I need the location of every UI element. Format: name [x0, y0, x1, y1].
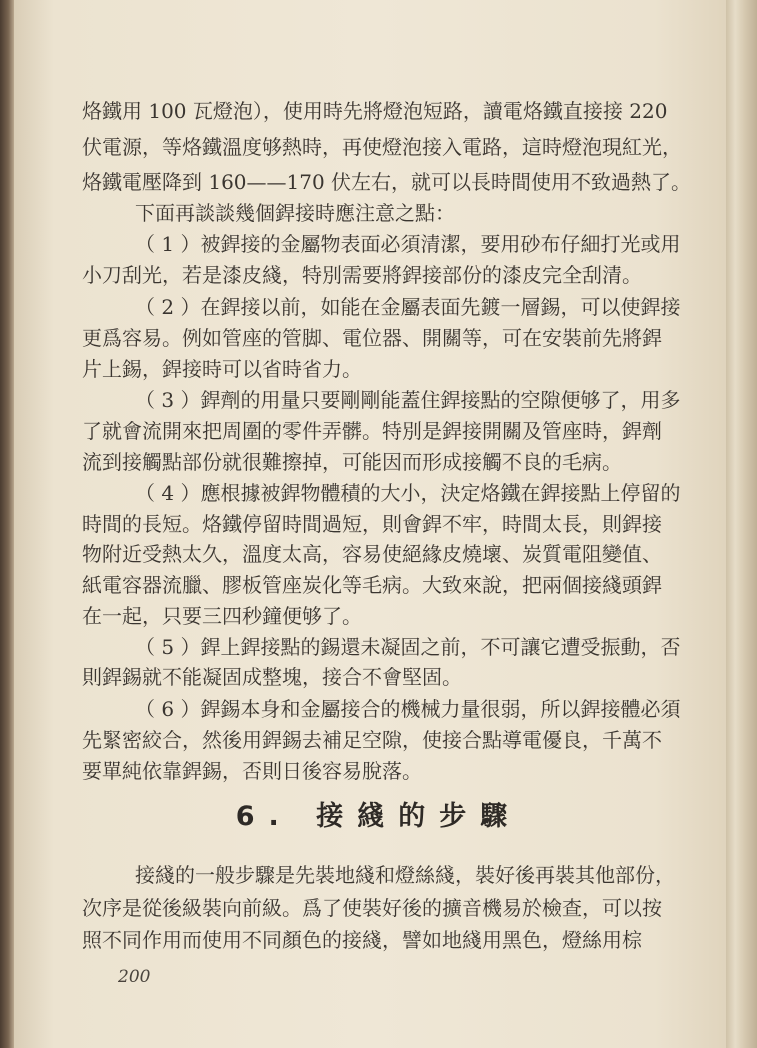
text-line: 接綫的一般步驟是先裝地綫和燈絲綫，裝好後再裝其他部份， — [135, 863, 675, 887]
text-line: （ 4 ）應根據被銲物體積的大小，決定烙鐵在銲接點上停留的 — [135, 481, 681, 505]
text-line: 更爲容易。例如管座的管脚、電位器、開關等，可在安裝前先將銲 — [82, 326, 662, 350]
page-number: 200 — [118, 967, 151, 987]
text-line: 在一起，只要三四秒鐘便够了。 — [82, 604, 362, 628]
text-line: （ 6 ）銲錫本身和金屬接合的機械力量很弱，所以銲接體必須 — [135, 697, 681, 721]
text-line: 烙鐵電壓降到 160——170 伏左右，就可以長時間使用不致過熱了。 — [82, 170, 692, 194]
text-line: （ 1 ）被銲接的金屬物表面必須清潔，要用砂布仔細打光或用 — [135, 232, 681, 256]
text-line: 次序是從後級裝向前級。爲了使裝好後的擴音機易於檢查，可以按 — [82, 896, 662, 920]
page-stack-edge — [726, 0, 757, 1048]
text-line: 烙鐵用 100 瓦燈泡），使用時先將燈泡短路，讀電烙鐵直接接 220 — [82, 99, 668, 123]
text-line: （ 5 ）銲上銲接點的錫還未凝固之前，不可讓它遭受振動，否 — [135, 635, 681, 659]
text-line: 伏電源，等烙鐵溫度够熱時，再使燈泡接入電路，這時燈泡現紅光， — [82, 135, 682, 159]
text-line: 流到接觸點部份就很難擦掉，可能因而形成接觸不良的毛病。 — [82, 450, 622, 474]
text-line: 片上錫，銲接時可以省時省力。 — [82, 357, 362, 381]
text-line: 下面再談談幾個銲接時應注意之點： — [135, 201, 455, 225]
text-line: 小刀刮光，若是漆皮綫，特別需要將銲接部份的漆皮完全刮清。 — [82, 263, 642, 287]
text-line: 紙電容器流臘、膠板管座炭化等毛病。大致來說，把兩個接綫頭銲 — [82, 573, 662, 597]
text-line: 了就會流開來把周圍的零件弄髒。特別是銲接開關及管座時，銲劑 — [82, 419, 662, 443]
text-line: （ 3 ）銲劑的用量只要剛剛能蓋住銲接點的空隙便够了，用多 — [135, 388, 681, 412]
text-line: 時間的長短。烙鐵停留時間過短，則會銲不牢，時間太長，則銲接 — [82, 512, 662, 536]
text-line: 先緊密絞合，然後用銲錫去補足空隙，使接合點導電優良，千萬不 — [82, 728, 662, 752]
section-heading: 6. 接綫的步驟 — [235, 801, 522, 832]
text-line: 要單純依靠銲錫，否則日後容易脫落。 — [82, 759, 422, 783]
book-binding — [0, 0, 14, 1048]
text-line: （ 2 ）在銲接以前，如能在金屬表面先鍍一層錫，可以使銲接 — [135, 295, 681, 319]
text-line: 照不同作用而使用不同顏色的接綫，譬如地綫用黑色，燈絲用棕 — [82, 928, 642, 952]
text-line: 則銲錫就不能凝固成整塊，接合不會堅固。 — [82, 665, 462, 689]
text-line: 物附近受熱太久，溫度太高，容易使絕緣皮燒壞、炭質電阻變值、 — [82, 542, 662, 566]
